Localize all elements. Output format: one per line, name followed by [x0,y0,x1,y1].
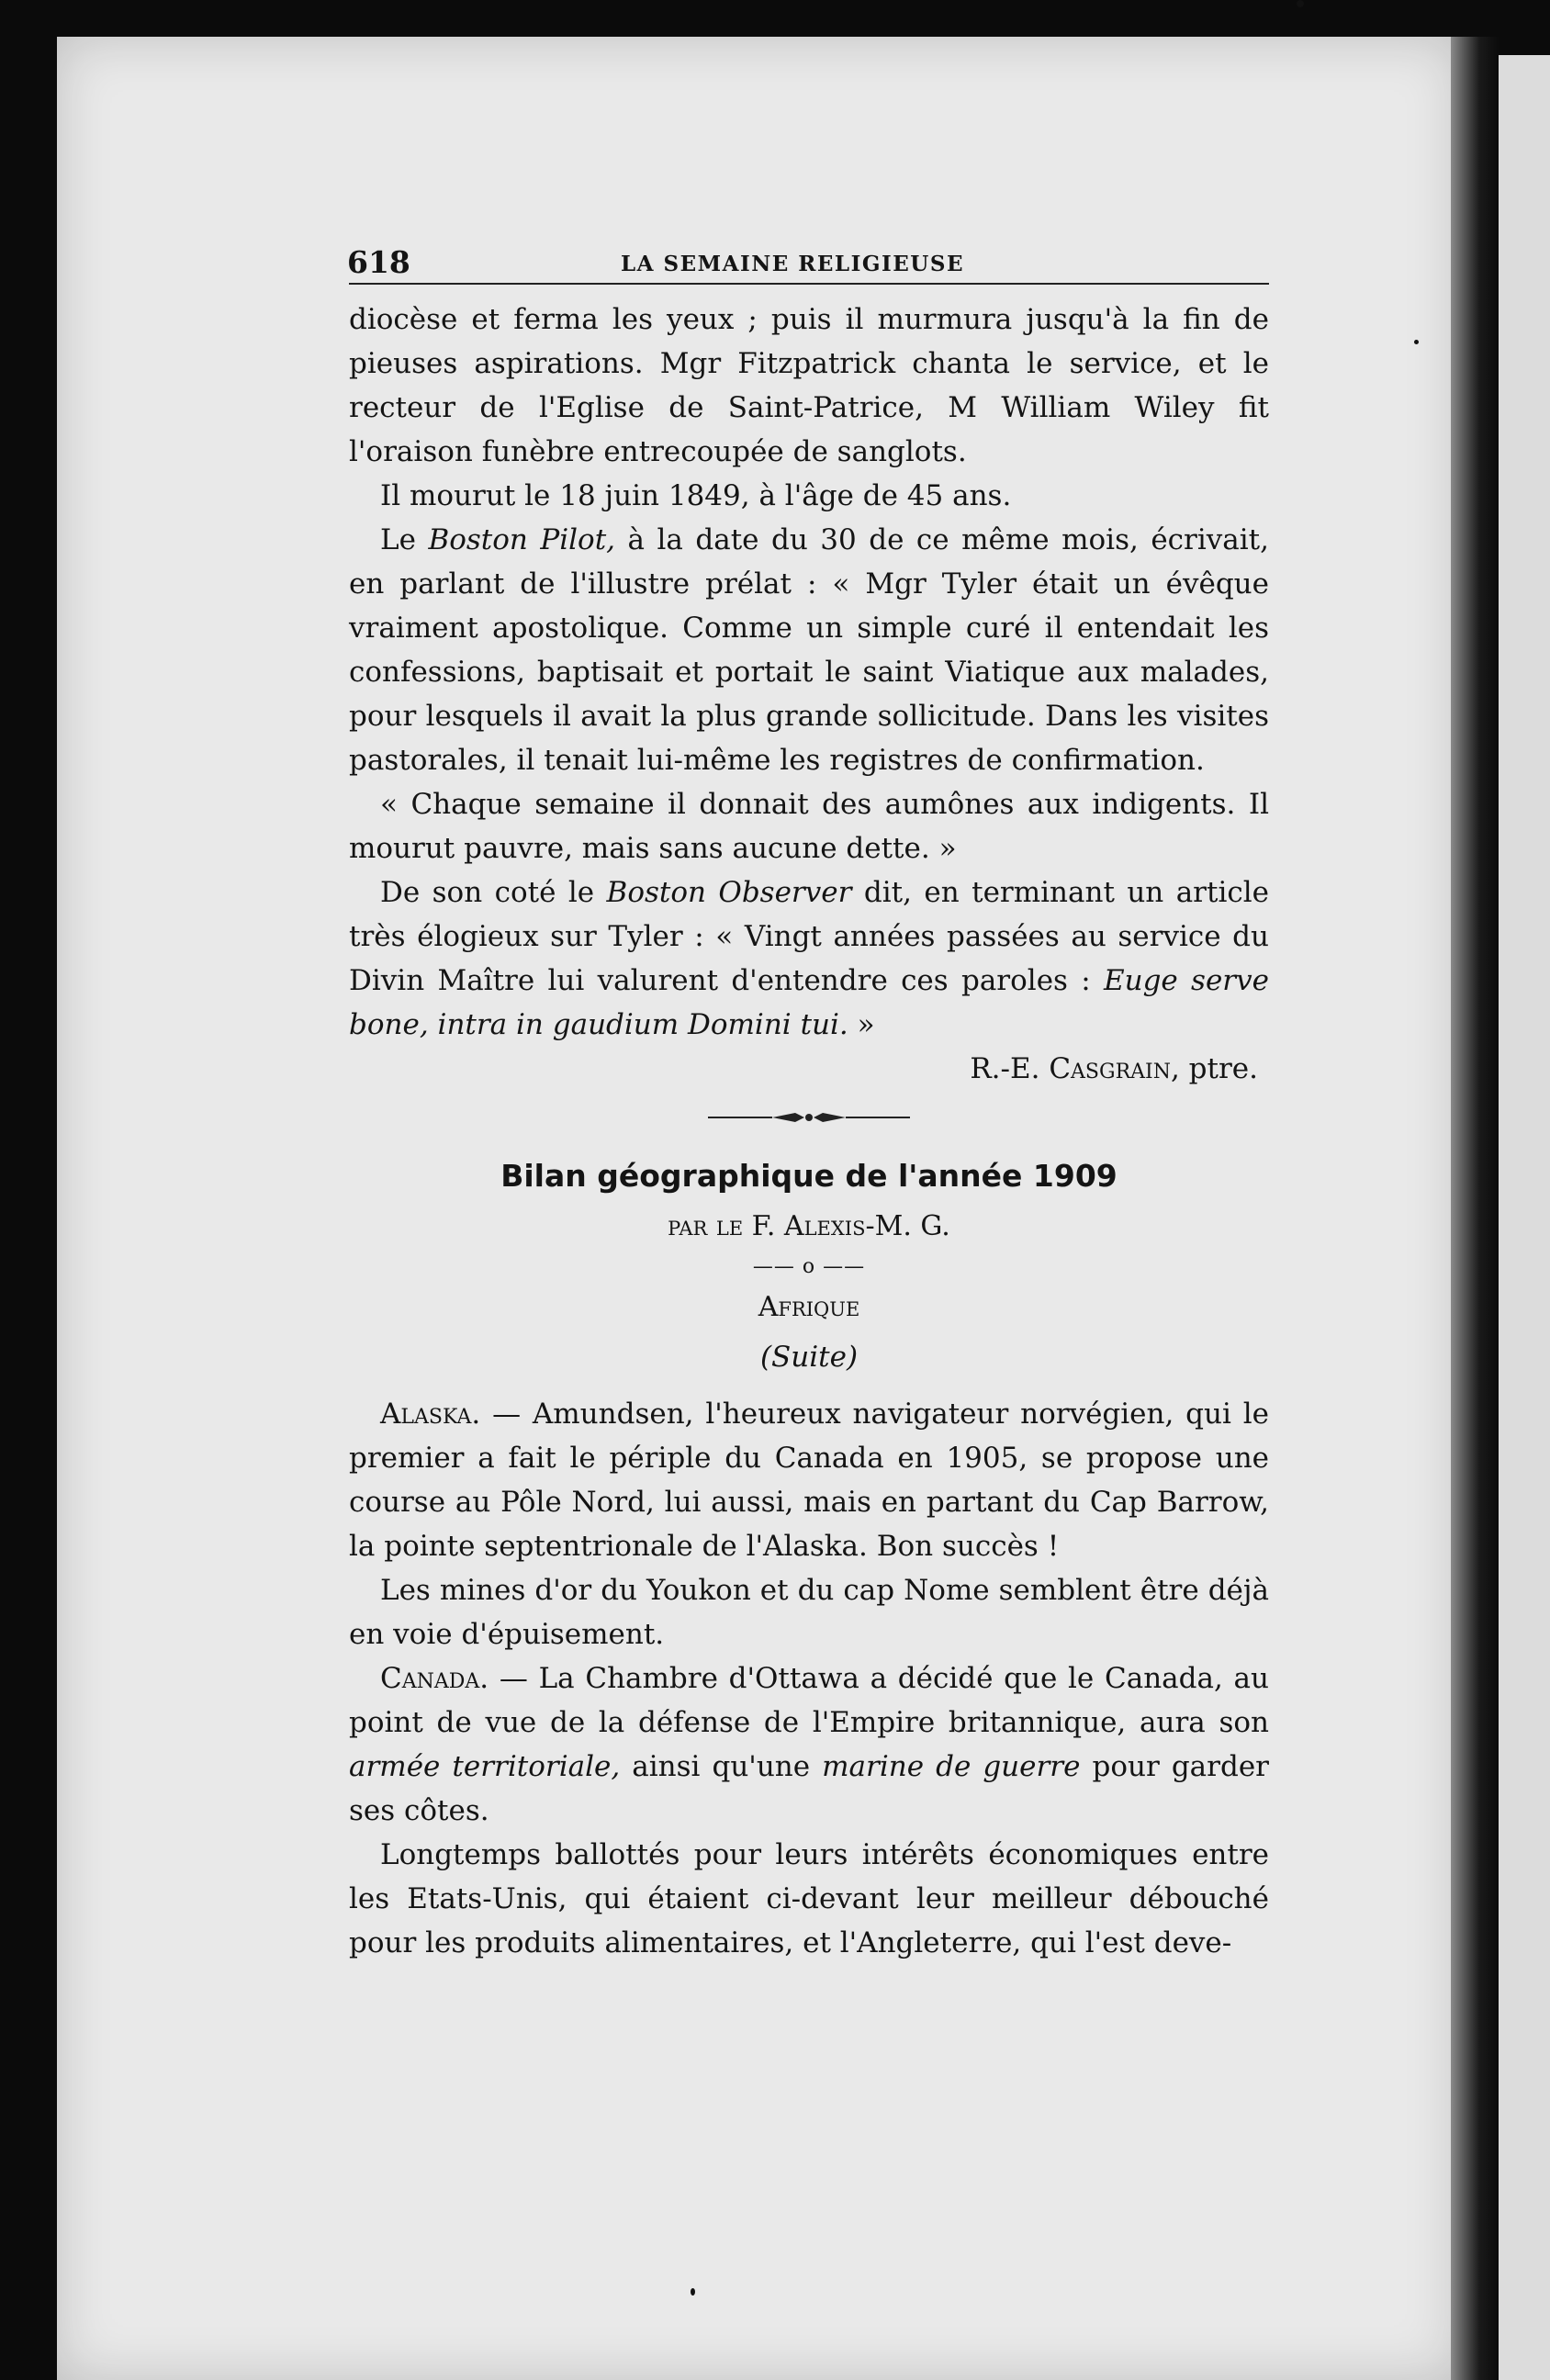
article-title: Bilan géographique de l'année 1909 [500,1158,1118,1194]
paragraph-canada [349,1656,1269,1833]
ornamental-divider [349,1091,1269,1144]
scan-speck [691,2288,695,2296]
paragraph-death-date: Il mourut le 18 juin 1849, à l'âge de 45 ans. [380,479,1012,512]
region-label-alaska: Alaska. [380,1398,481,1431]
paragraph-alms: « Chaque semaine il donnait des aumônes aux indigents. Il mourut pauvre, mais sans aucune dette. » [349,788,1269,865]
section-subheading: (Suite) [759,1341,859,1374]
paragraph-economic-interests: Longtemps ballottés pour leurs intérêts économiques entre les Etats-Unis, qui étaient ci-devant leur meilleur débouché pour les produits alimentaires, et l'Angleterre, qui l'est deve- [349,1838,1269,1959]
newspaper-title-boston-pilot: Boston Pilot, [428,523,616,556]
region-label-canada: Canada. [380,1662,489,1695]
article-byline: par le F. Alexis-M. G. [668,1210,950,1242]
text-run: — La Chambre d'Ottawa a décidé que le Canada, au point de vue de la défense de l'Empire britannique, aura son [349,1662,1269,1739]
latin-quote: Euge serve bone, intra in gaudium Domini tui. [349,964,1269,1041]
next-page-edge [1499,55,1550,2380]
page-header [349,239,1269,285]
text-run: pour garder ses côtes. [349,1750,1269,1827]
text-run: » [848,1008,875,1041]
newspaper-title-boston-observer: Boston Observer [606,876,852,909]
emphasis-navy: marine de guerre [822,1750,1081,1783]
running-title: LA SEMAINE RELIGIEUSE [621,252,964,276]
page-number: 618 [347,244,410,280]
signature-name: R.-E. Casgrain [970,1052,1171,1085]
text-run: Le [380,523,429,556]
gutter-shadow [1451,37,1499,2380]
scan-speck [1414,340,1419,344]
paragraph-boston-observer [349,870,1269,1047]
text-run: De son coté le [380,876,607,909]
emphasis-territorial-army: armée territoriale, [349,1750,621,1783]
section-divider: —— o —— [752,1255,866,1278]
section-heading: Afrique [758,1291,860,1323]
ornament-rule-icon [708,1108,910,1127]
author-signature [349,1047,1258,1091]
page-content [349,239,1269,1965]
text-run: — Amundsen, l'heureux navigateur norvégien, qui le premier a fait le périple du Canada en 1905, se propose une course au Pôle Nord, lui aussi, mais en partant du Cap Barrow, la pointe septentrionale de l'Alaska. Bon succès ! [349,1398,1269,1563]
signature-suffix: , ptre. [1170,1052,1258,1085]
text-run: ainsi qu'une [620,1750,823,1783]
paragraph-yukon: Les mines d'or du Youkon et du cap Nome semblent être déjà en voie d'épuisement. [349,1574,1269,1651]
paragraph-alaska [349,1392,1269,1568]
paragraph-boston-pilot [349,518,1269,782]
text-run: dit, en terminant un article très élogieux sur Tyler : « Vingt années passées au service du Divin Maître lui valurent d'entendre ces paroles : [349,876,1269,997]
text-run: à la date du 30 de ce même mois, écrivait, en parlant de l'illustre prélat : « Mgr Tyler était un évêque vraiment apostolique. Comme un simple curé il entendait les confessions, baptisait et portait le saint Viatique aux malades, pour lesquels il avait la plus grande sollicitude. Dans les visites pastorales, il tenait lui-même les registres de confirmation. [349,523,1269,777]
scan-speck [1297,0,1304,7]
paragraph-diocese: diocèse et ferma les yeux ; puis il murmura jusqu'à la fin de pieuses aspirations. Mgr Fitzpatrick chanta le service, et le recteur de l'Eglise de Saint-Patrice, M William Wiley fit l'oraison funèbre entrecoupée de sanglots. [349,303,1269,468]
